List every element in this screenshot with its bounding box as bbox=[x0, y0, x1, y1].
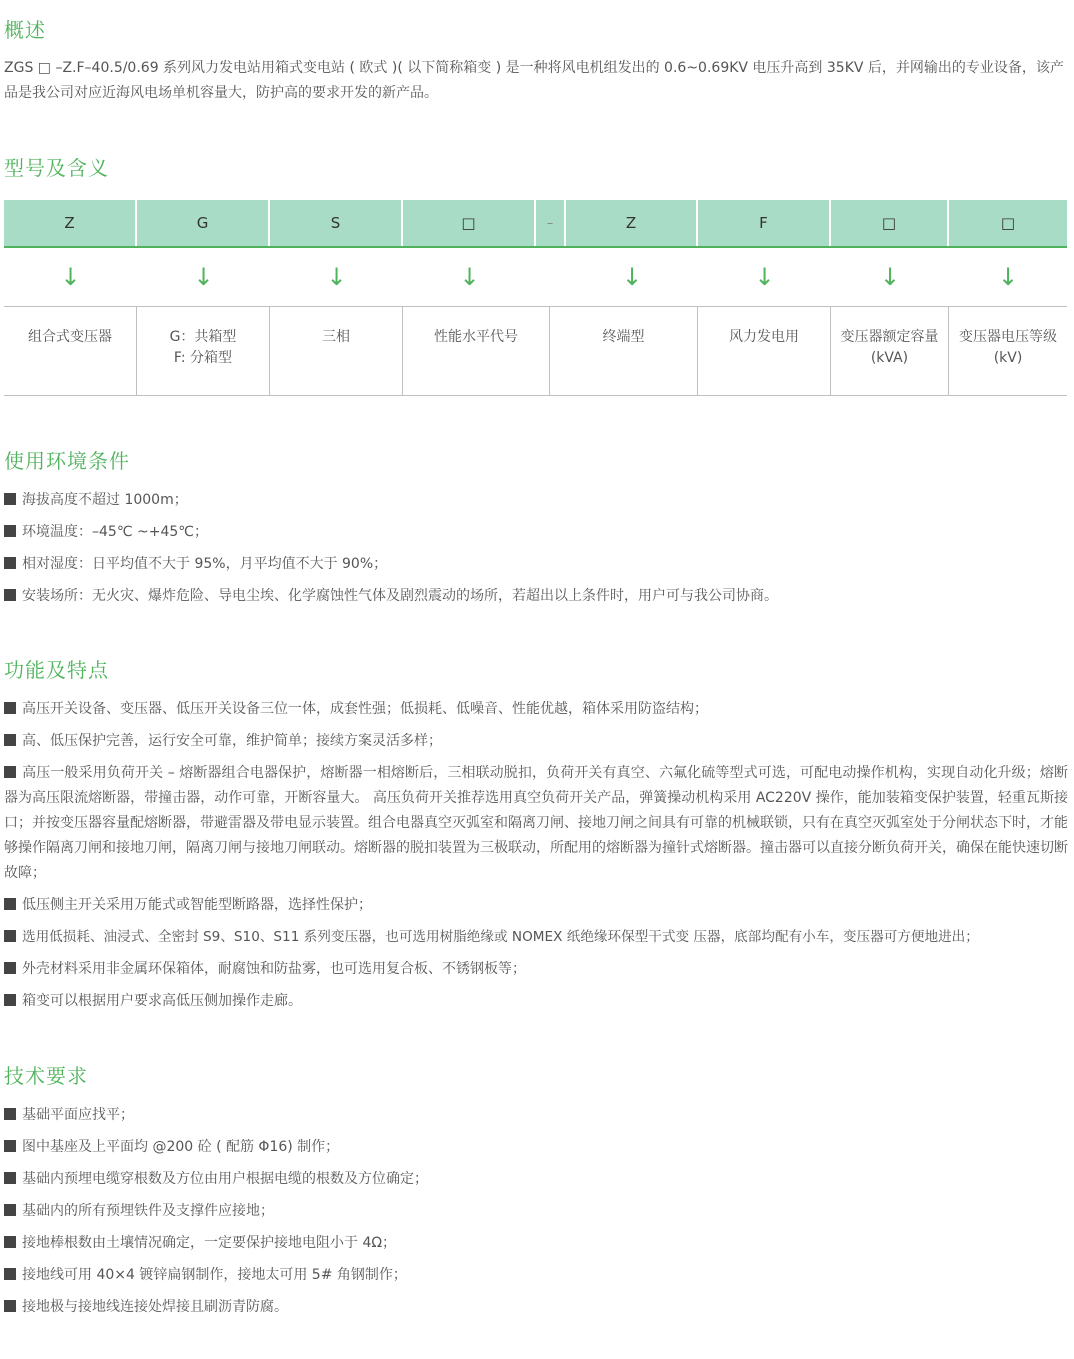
list-item: 选用低损耗、油浸式、全密封 S9、S10、S11 系列变压器，也可选用树脂绝缘或 NOMEX 纸绝缘环保型干式变 压器，底部均配有小车，变压器可方便地进出； bbox=[4, 925, 1068, 950]
square-bullet-icon bbox=[4, 734, 16, 746]
list-item: 安装场所：无火灾、爆炸危险、导电尘埃、化学腐蚀性气体及剧烈震动的场所，若超出以上条件时，用户可与我公司协商。 bbox=[4, 584, 1068, 609]
square-bullet-icon bbox=[4, 557, 16, 569]
model-code: □ bbox=[1000, 214, 1016, 232]
model-code-row bbox=[4, 200, 1067, 248]
model-code: Z bbox=[566, 200, 698, 246]
model-code: Z bbox=[4, 200, 137, 246]
list-item: 箱变可以根据用户要求高低压侧加操作走廊。 bbox=[4, 989, 1068, 1014]
list-item: 高压一般采用负荷开关 – 熔断器组合电器保护，熔断器一相熔断后，三相联动脱扣，负荷开关有真空、六氟化硫等型式可选，可配电动操作机构，实现自动化升级；熔断器为高压限流熔断器，带撞击器，动作可靠，开断容量大。 高压负荷开关推荐选用真空负荷开关产品，弹簧操动机构采用 AC220V 操作，能加装箱变保护装置，轻重瓦斯接口；并按变压器容量配熔断器，带避雷器及带电显示装置。组合电器真空灭弧室和隔离刀闸、接地刀闸之间具有可靠的机械联锁，只有在真空灭弧室处于分闸状态下时，才能够操作隔离刀闸和接地刀闸，隔离刀闸与接地刀闸联动。熔断器的脱扣装置为三极联动，所配用的熔断器为撞针式熔断器。撞击器可以直接分断负荷开关，确保在能快速切断故障； bbox=[4, 765, 1068, 881]
model-description-row bbox=[4, 306, 1067, 396]
list-item: 基础平面应找平； bbox=[4, 1103, 1068, 1128]
list-item: 外壳材料采用非金属环保箱体，耐腐蚀和防盐雾，也可选用复合板、不锈钢板等； bbox=[4, 957, 1068, 982]
technical-heading: 技术要求 bbox=[4, 1064, 88, 1088]
down-arrow-icon: ↓ bbox=[997, 263, 1019, 291]
square-bullet-icon bbox=[4, 589, 16, 601]
model-description: G：共箱型 F: 分箱型 bbox=[137, 307, 270, 395]
square-bullet-icon bbox=[4, 493, 16, 505]
features-heading: 功能及特点 bbox=[4, 658, 109, 682]
model-code: G bbox=[137, 200, 270, 246]
model-code: S bbox=[270, 200, 403, 246]
square-bullet-icon bbox=[4, 766, 16, 778]
list-item: 高、低压保护完善，运行安全可靠，维护简单；接续方案灵活多样； bbox=[4, 729, 1068, 754]
square-bullet-icon bbox=[4, 702, 16, 714]
square-bullet-icon bbox=[4, 1140, 16, 1152]
model-description: 终端型 bbox=[550, 307, 698, 395]
environment-heading: 使用环境条件 bbox=[4, 449, 130, 473]
square-bullet-icon bbox=[4, 1204, 16, 1216]
list-item: 图中基座及上平面均 @200 砼 ( 配筋 Φ16) 制作； bbox=[4, 1135, 1068, 1160]
square-bullet-icon bbox=[4, 1236, 16, 1248]
down-arrow-icon: ↓ bbox=[326, 263, 347, 291]
model-code: □ bbox=[403, 200, 536, 246]
list-item: 环境温度：–45℃ ~+45℃； bbox=[4, 520, 1068, 545]
model-description: 三相 bbox=[270, 307, 403, 395]
list-item: 接地极与接地线连接处焊接且刷沥青防腐。 bbox=[4, 1295, 1068, 1320]
down-arrow-icon: ↓ bbox=[754, 263, 775, 291]
list-item: 接地棒根数由土壤情况确定，一定要保护接地电阻小于 4Ω； bbox=[4, 1231, 1068, 1256]
list-item: 接地线可用 40×4 镀锌扁钢制作，接地太可用 5# 角钢制作； bbox=[4, 1263, 1068, 1288]
down-arrow-icon: ↓ bbox=[879, 263, 901, 291]
list-item: 相对湿度：日平均值不大于 95%，月平均值不大于 90%； bbox=[4, 552, 1068, 577]
list-item: 高压开关设备、变压器、低压开关设备三位一体，成套性强；低损耗、低噪音、性能优越，箱体采用防盗结构； bbox=[4, 697, 1068, 722]
down-arrow-icon: ↓ bbox=[459, 263, 480, 291]
model-description: 变压器额定容量 (kVA) bbox=[831, 307, 949, 395]
model-description: 变压器电压等级 (kV) bbox=[959, 329, 1057, 366]
model-heading: 型号及含义 bbox=[4, 156, 109, 180]
square-bullet-icon bbox=[4, 898, 16, 910]
model-description: 性能水平代号 bbox=[403, 307, 550, 395]
list-item: 低压侧主开关采用万能式或智能型断路器，选择性保护； bbox=[4, 893, 1068, 918]
square-bullet-icon bbox=[4, 930, 16, 942]
square-bullet-icon bbox=[4, 962, 16, 974]
square-bullet-icon bbox=[4, 994, 16, 1006]
square-bullet-icon bbox=[4, 1172, 16, 1184]
model-code: □ bbox=[831, 200, 949, 246]
list-item: 基础内的所有预埋铁件及支撑件应接地； bbox=[4, 1199, 1068, 1224]
down-arrow-icon: ↓ bbox=[621, 263, 643, 291]
overview-text: ZGS □ –Z.F–40.5/0.69 系列风力发电站用箱式变电站 ( 欧式 )( 以下简称箱变 ) 是一种将风电机组发出的 0.6~0.69KV 电压升高到 35KV 后，并网输出的专业设备，该产品是我公司对应近海风电场单机容量大，防护高的要求开发的新产品。 bbox=[4, 60, 1064, 101]
square-bullet-icon bbox=[4, 1108, 16, 1120]
model-code-dash: – bbox=[536, 200, 566, 246]
square-bullet-icon bbox=[4, 1300, 16, 1312]
model-table bbox=[4, 200, 1067, 396]
model-description: 风力发电用 bbox=[698, 307, 831, 395]
square-bullet-icon bbox=[4, 525, 16, 537]
down-arrow-icon: ↓ bbox=[193, 263, 214, 291]
list-item: 基础内预埋电缆穿根数及方位由用户根据电缆的根数及方位确定； bbox=[4, 1167, 1068, 1192]
model-arrow-row bbox=[4, 248, 1067, 306]
list-item: 海拔高度不超过 1000m； bbox=[4, 488, 1068, 513]
overview-heading: 概述 bbox=[4, 18, 46, 42]
model-description: 组合式变压器 bbox=[4, 307, 137, 395]
model-code: F bbox=[698, 200, 831, 246]
down-arrow-icon: ↓ bbox=[60, 263, 81, 291]
square-bullet-icon bbox=[4, 1268, 16, 1280]
